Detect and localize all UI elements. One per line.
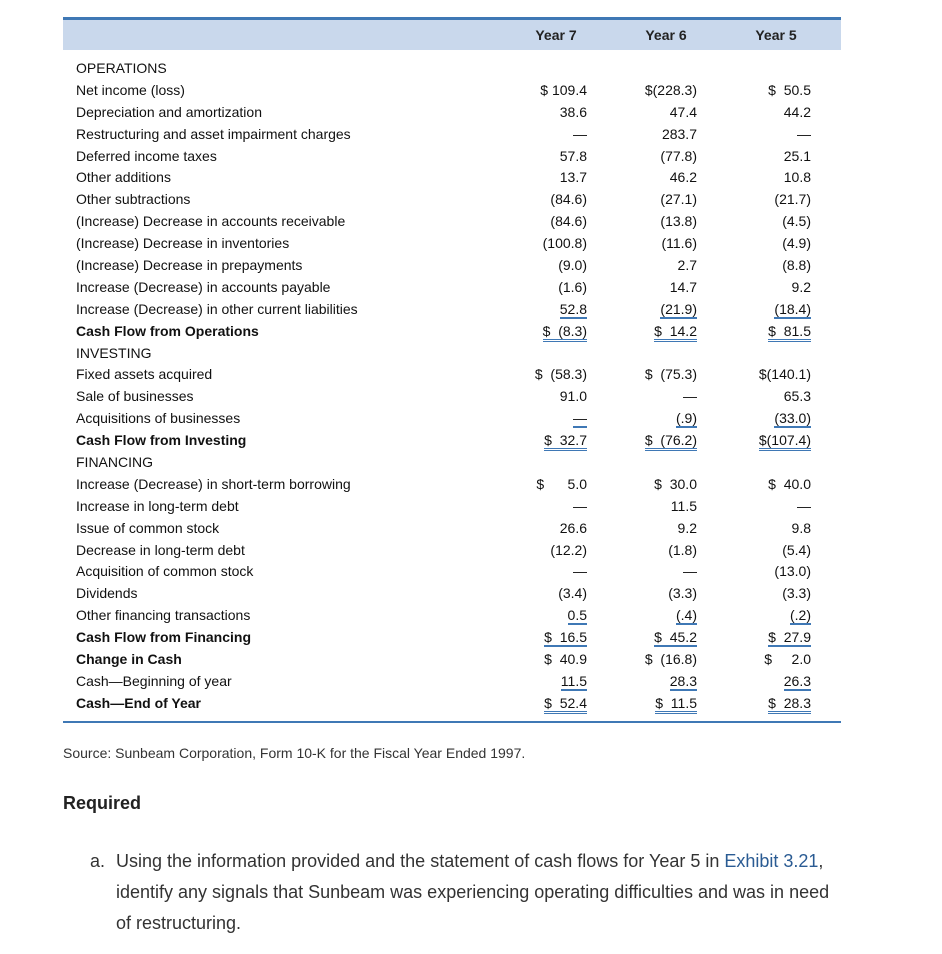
cell-year-6: 14.7 bbox=[669, 278, 697, 295]
cell-year-7: — bbox=[573, 125, 587, 142]
cell-year-7: 52.8 bbox=[559, 300, 587, 317]
row-label: Depreciation and amortization bbox=[76, 103, 262, 120]
exhibit-link[interactable]: Exhibit 3.21 bbox=[724, 851, 819, 871]
cell-year-5: $ 81.5 bbox=[768, 323, 811, 342]
cell-year-6: 46.2 bbox=[669, 169, 697, 186]
cell-year-6: (77.8) bbox=[660, 147, 697, 164]
question-text-after: , identify any signals that Sunbeam was experiencing operating difficulties and was in need of restructuring. bbox=[116, 851, 830, 933]
cell-year-6: $ (76.2) bbox=[645, 432, 697, 451]
row-label: Acquisition of common stock bbox=[76, 563, 254, 580]
row-label: Dividends bbox=[76, 585, 138, 602]
table-body bbox=[63, 58, 841, 715]
row-label: Net income (loss) bbox=[76, 81, 185, 98]
cell-year-7: 26.6 bbox=[559, 519, 587, 536]
cell-year-7: 0.5 bbox=[567, 607, 587, 624]
table-header bbox=[63, 20, 841, 50]
cell-year-7: $ 5.0 bbox=[536, 475, 587, 492]
row-label: Other additions bbox=[76, 169, 171, 186]
row-label: Change in Cash bbox=[76, 651, 182, 668]
row-label: Increase in long-term debt bbox=[76, 497, 239, 514]
cash-flow-table bbox=[63, 17, 841, 723]
table-row bbox=[63, 102, 841, 124]
cell-year-7: (84.6) bbox=[550, 191, 587, 208]
cell-year-5: $ 2.0 bbox=[764, 651, 811, 668]
cell-year-7: $ (8.3) bbox=[543, 323, 587, 342]
row-label: Restructuring and asset impairment charges bbox=[76, 125, 351, 142]
cell-year-7: 13.7 bbox=[559, 169, 587, 186]
cell-year-7: $ 52.4 bbox=[544, 695, 587, 714]
row-label: INVESTING bbox=[76, 344, 152, 361]
table-row bbox=[63, 364, 841, 386]
row-label: Cash—Beginning of year bbox=[76, 672, 232, 689]
cell-year-5: (21.7) bbox=[774, 191, 811, 208]
cell-year-6: $ 45.2 bbox=[654, 629, 697, 646]
table-row bbox=[63, 583, 841, 605]
cell-year-6: (11.6) bbox=[661, 235, 697, 252]
table-row bbox=[63, 386, 841, 408]
cell-year-5: $ 27.9 bbox=[768, 629, 811, 646]
section-header bbox=[63, 452, 841, 474]
cell-year-7: — bbox=[573, 563, 587, 580]
cell-year-5: (5.4) bbox=[782, 541, 811, 558]
table-row bbox=[63, 124, 841, 146]
table-row bbox=[63, 496, 841, 518]
row-label: Other financing transactions bbox=[76, 607, 251, 624]
cell-year-5: (3.3) bbox=[782, 585, 811, 602]
table-row bbox=[63, 299, 841, 321]
table-row bbox=[63, 167, 841, 189]
cell-year-6: (3.3) bbox=[668, 585, 697, 602]
cell-year-6: (13.8) bbox=[660, 213, 697, 230]
table-row bbox=[63, 277, 841, 299]
table-row bbox=[63, 540, 841, 562]
cell-year-5: $(140.1) bbox=[758, 366, 811, 383]
table-row bbox=[63, 321, 841, 343]
table-row bbox=[63, 561, 841, 583]
table-row bbox=[63, 474, 841, 496]
cell-year-7: 38.6 bbox=[559, 103, 587, 120]
table-row bbox=[63, 146, 841, 168]
cell-year-5: (18.4) bbox=[774, 300, 811, 317]
table-row bbox=[63, 408, 841, 430]
cell-year-6: $ 30.0 bbox=[654, 475, 697, 492]
cell-year-6: (21.9) bbox=[660, 300, 697, 317]
question-text-before: Using the information provided and the statement of cash flows for Year 5 in bbox=[116, 851, 725, 871]
cell-year-7: $ 109.4 bbox=[540, 81, 587, 98]
table-row bbox=[63, 255, 841, 277]
cell-year-7: 91.0 bbox=[559, 388, 587, 405]
cell-year-6: $ 11.5 bbox=[655, 695, 697, 714]
cell-year-7: $ 32.7 bbox=[544, 432, 587, 451]
cell-year-5: (13.0) bbox=[774, 563, 811, 580]
cell-year-5: (8.8) bbox=[782, 257, 811, 274]
cell-year-5: (4.9) bbox=[782, 235, 811, 252]
cell-year-5: (.2) bbox=[790, 607, 811, 624]
cell-year-5: (33.0) bbox=[774, 410, 811, 427]
table-row bbox=[63, 189, 841, 211]
cell-year-5: 26.3 bbox=[783, 672, 811, 689]
section-header bbox=[63, 343, 841, 365]
row-label: Acquisitions of businesses bbox=[76, 410, 241, 427]
row-label: Other subtractions bbox=[76, 191, 191, 208]
cell-year-5: 44.2 bbox=[783, 103, 811, 120]
cell-year-6: 47.4 bbox=[669, 103, 697, 120]
table-row bbox=[63, 605, 841, 627]
row-label: Decrease in long-term debt bbox=[76, 541, 245, 558]
cell-year-7: (9.0) bbox=[558, 257, 587, 274]
row-label: Cash Flow from Operations bbox=[76, 322, 259, 339]
cell-year-5: 25.1 bbox=[783, 147, 811, 164]
cell-year-7: (12.2) bbox=[550, 541, 587, 558]
row-label: Deferred income taxes bbox=[76, 147, 217, 164]
row-label: FINANCING bbox=[76, 454, 153, 471]
cell-year-7: (3.4) bbox=[558, 585, 587, 602]
table-row bbox=[63, 693, 841, 715]
column-header-year-5: Year 5 bbox=[755, 27, 797, 43]
table-row bbox=[63, 649, 841, 671]
cell-year-5: $ 50.5 bbox=[768, 81, 811, 98]
cell-year-5: — bbox=[797, 125, 811, 142]
cell-year-7: $ 40.9 bbox=[544, 651, 587, 668]
cell-year-7: — bbox=[573, 497, 587, 514]
cell-year-7: $ 16.5 bbox=[544, 629, 587, 646]
row-label: Issue of common stock bbox=[76, 519, 220, 536]
table-row bbox=[63, 233, 841, 255]
cell-year-6: 9.2 bbox=[677, 519, 697, 536]
cell-year-6: 11.5 bbox=[670, 497, 697, 514]
cell-year-6: (1.8) bbox=[668, 541, 697, 558]
cell-year-5: 9.2 bbox=[791, 278, 811, 295]
column-header-year-7: Year 7 bbox=[535, 27, 577, 43]
cell-year-7: 11.5 bbox=[560, 672, 587, 689]
table-bottom-rule bbox=[63, 721, 841, 723]
cell-year-5: 9.8 bbox=[791, 519, 811, 536]
cell-year-7: $ (58.3) bbox=[534, 366, 587, 383]
cell-year-6: — bbox=[683, 563, 697, 580]
cell-year-7: (1.6) bbox=[558, 278, 587, 295]
cell-year-5: $ 28.3 bbox=[768, 695, 811, 714]
cell-year-7: (84.6) bbox=[550, 213, 587, 230]
cell-year-5: $ 40.0 bbox=[768, 475, 811, 492]
row-label: Increase (Decrease) in short-term borrowing bbox=[76, 475, 351, 492]
cell-year-5: (4.5) bbox=[782, 213, 811, 230]
cell-year-6: 28.3 bbox=[669, 672, 697, 689]
cell-year-5: 65.3 bbox=[783, 388, 811, 405]
source-note: Source: Sunbeam Corporation, Form 10-K for the Fiscal Year Ended 1997. bbox=[63, 745, 526, 761]
cell-year-6: (.9) bbox=[676, 410, 697, 427]
cell-year-6: $ (75.3) bbox=[644, 366, 697, 383]
section-header bbox=[63, 58, 841, 80]
cell-year-7: — bbox=[573, 410, 587, 427]
row-label: Fixed assets acquired bbox=[76, 366, 213, 383]
cell-year-5: $(107.4) bbox=[759, 432, 811, 451]
table-row bbox=[63, 211, 841, 233]
row-label: (Increase) Decrease in prepayments bbox=[76, 257, 303, 274]
table-row bbox=[63, 80, 841, 102]
row-label: Sale of businesses bbox=[76, 388, 194, 405]
question-a bbox=[90, 846, 846, 939]
row-label: Increase (Decrease) in accounts payable bbox=[76, 278, 331, 295]
cell-year-5: 10.8 bbox=[783, 169, 811, 186]
row-label: Increase (Decrease) in other current liabilities bbox=[76, 300, 358, 317]
table-row bbox=[63, 627, 841, 649]
row-label: Cash Flow from Financing bbox=[76, 629, 252, 646]
cell-year-6: $ 14.2 bbox=[654, 323, 697, 342]
cell-year-6: $(228.3) bbox=[644, 81, 697, 98]
cell-year-6: (27.1) bbox=[660, 191, 697, 208]
cell-year-7: 57.8 bbox=[559, 147, 587, 164]
table-row bbox=[63, 671, 841, 693]
row-label: Cash Flow from Investing bbox=[76, 432, 247, 449]
cell-year-6: $ (16.8) bbox=[644, 651, 697, 668]
cell-year-5: — bbox=[797, 497, 811, 514]
table-row bbox=[63, 518, 841, 540]
required-heading: Required bbox=[63, 793, 142, 813]
cell-year-7: (100.8) bbox=[542, 235, 587, 252]
cell-year-6: — bbox=[683, 388, 697, 405]
row-label: Cash—End of Year bbox=[76, 694, 202, 711]
cell-year-6: (.4) bbox=[676, 607, 697, 624]
column-header-year-6: Year 6 bbox=[645, 27, 687, 43]
row-label: OPERATIONS bbox=[76, 60, 167, 76]
cell-year-6: 283.7 bbox=[661, 125, 697, 142]
question-prefix: a. bbox=[90, 851, 106, 871]
table-row bbox=[63, 430, 841, 452]
row-label: (Increase) Decrease in accounts receivable bbox=[76, 213, 346, 230]
cell-year-6: 2.7 bbox=[677, 257, 697, 274]
row-label: (Increase) Decrease in inventories bbox=[76, 235, 290, 252]
